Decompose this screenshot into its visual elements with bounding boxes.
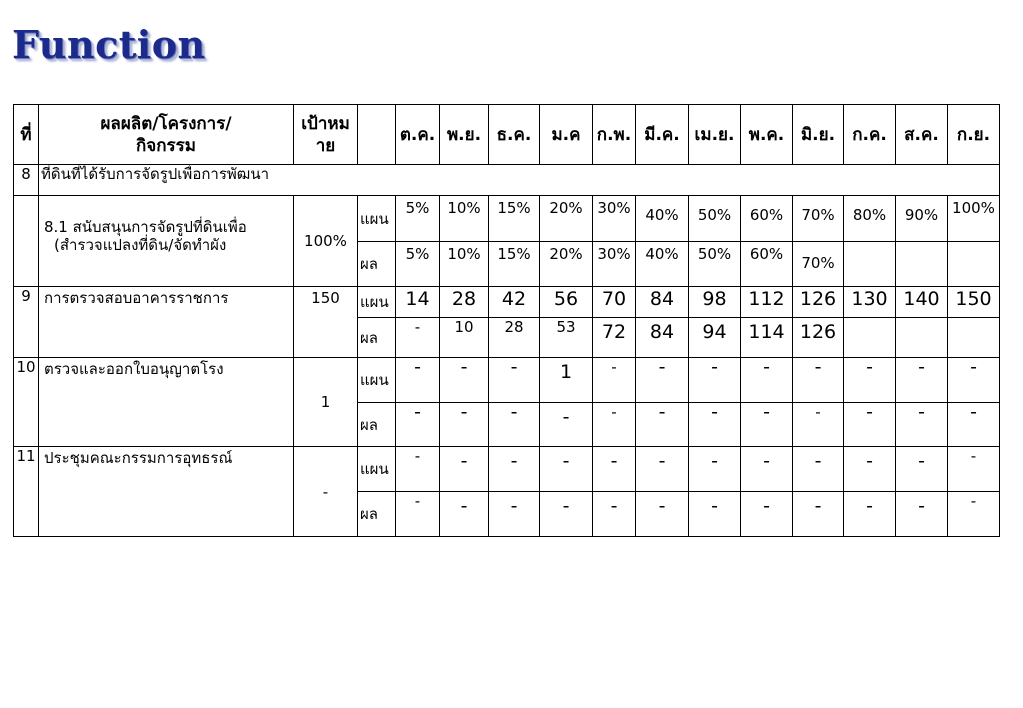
- result-cell: [896, 318, 948, 358]
- plan-label: แผน: [358, 447, 396, 492]
- row-target: -: [294, 447, 358, 537]
- result-cell: -: [636, 492, 689, 537]
- row-name: [39, 196, 294, 287]
- result-cell: -: [636, 403, 689, 447]
- plan-cell: -: [896, 447, 948, 492]
- result-cell: 10%: [440, 242, 489, 287]
- section-title: ที่ดินที่ได้รับการจัดรูปเพื่อการพัฒนา: [39, 165, 1000, 196]
- result-cell: -: [396, 492, 440, 537]
- header-month: ต.ค.: [396, 105, 440, 165]
- plan-cell: -: [396, 447, 440, 492]
- result-cell: -: [844, 492, 896, 537]
- header-item-line1: ผลผลิต/โครงการ/: [100, 113, 232, 134]
- result-cell: -: [896, 403, 948, 447]
- plan-cell: -: [948, 358, 1000, 403]
- plan-cell: -: [948, 447, 1000, 492]
- result-cell: 84: [636, 318, 689, 358]
- plan-cell: -: [844, 358, 896, 403]
- plan-label: แผน: [358, 287, 396, 318]
- plan-cell: 40%: [636, 196, 689, 242]
- row-name: การตรวจสอบอาคารราชการ: [39, 287, 294, 358]
- result-cell: -: [489, 403, 540, 447]
- plan-cell: -: [593, 358, 636, 403]
- plan-cell: 90%: [896, 196, 948, 242]
- plan-cell: 60%: [741, 196, 793, 242]
- row-name: ประชุมคณะกรรมการอุทธรณ์: [39, 447, 294, 537]
- result-cell: -: [540, 492, 593, 537]
- result-cell: 114: [741, 318, 793, 358]
- plan-cell: 98: [689, 287, 741, 318]
- plan-cell: 1: [540, 358, 593, 403]
- result-label: ผล: [358, 242, 396, 287]
- section-row: [14, 165, 1000, 196]
- result-label: ผล: [358, 403, 396, 447]
- result-cell: 5%: [396, 242, 440, 287]
- result-cell: -: [844, 403, 896, 447]
- row-no: 11: [14, 447, 39, 537]
- result-cell: 40%: [636, 242, 689, 287]
- plan-cell: -: [636, 447, 689, 492]
- plan-cell: 28: [440, 287, 489, 318]
- result-cell: -: [689, 403, 741, 447]
- header-month: ธ.ค.: [489, 105, 540, 165]
- header-target: [294, 105, 358, 165]
- table-row: [14, 358, 1000, 403]
- plan-cell: 42: [489, 287, 540, 318]
- result-cell: [948, 242, 1000, 287]
- header-item: [39, 105, 294, 165]
- plan-label: แผน: [358, 358, 396, 403]
- header-month: เม.ย.: [689, 105, 741, 165]
- result-cell: -: [948, 492, 1000, 537]
- plan-cell: 140: [896, 287, 948, 318]
- page-title: Function: [12, 22, 206, 67]
- plan-cell: -: [440, 358, 489, 403]
- plan-cell: -: [396, 358, 440, 403]
- result-cell: 30%: [593, 242, 636, 287]
- plan-result-table: [13, 104, 1000, 537]
- result-cell: -: [793, 492, 844, 537]
- plan-cell: -: [540, 447, 593, 492]
- header-item-line2: กิจกรรม: [135, 135, 196, 156]
- result-cell: -: [440, 492, 489, 537]
- plan-cell: 130: [844, 287, 896, 318]
- plan-cell: -: [793, 447, 844, 492]
- plan-cell: -: [636, 358, 689, 403]
- result-cell: -: [896, 492, 948, 537]
- result-cell: -: [593, 492, 636, 537]
- header-month: ก.ย.: [948, 105, 1000, 165]
- plan-cell: -: [593, 447, 636, 492]
- plan-cell: 84: [636, 287, 689, 318]
- result-cell: 70%: [793, 242, 844, 287]
- result-cell: [844, 318, 896, 358]
- plan-cell: 30%: [593, 196, 636, 242]
- row-target: 1: [294, 358, 358, 447]
- header-target-line2: าย: [315, 135, 336, 156]
- result-cell: 50%: [689, 242, 741, 287]
- header-month: มี.ค.: [636, 105, 689, 165]
- result-cell: -: [540, 403, 593, 447]
- section-no: 8: [14, 165, 39, 196]
- result-cell: 53: [540, 318, 593, 358]
- result-cell: 28: [489, 318, 540, 358]
- result-label: ผล: [358, 492, 396, 537]
- header-month: ส.ค.: [896, 105, 948, 165]
- plan-label: แผน: [358, 196, 396, 242]
- table-row: [14, 287, 1000, 318]
- plan-cell: 112: [741, 287, 793, 318]
- header-no: ที่: [14, 105, 39, 165]
- result-cell: 60%: [741, 242, 793, 287]
- plan-cell: 15%: [489, 196, 540, 242]
- result-cell: [896, 242, 948, 287]
- result-cell: 126: [793, 318, 844, 358]
- plan-cell: 150: [948, 287, 1000, 318]
- result-cell: -: [440, 403, 489, 447]
- result-cell: 72: [593, 318, 636, 358]
- header-month: พ.ค.: [741, 105, 793, 165]
- plan-cell: 56: [540, 287, 593, 318]
- plan-cell: 10%: [440, 196, 489, 242]
- plan-cell: -: [440, 447, 489, 492]
- plan-cell: -: [741, 447, 793, 492]
- plan-cell: 20%: [540, 196, 593, 242]
- result-cell: 15%: [489, 242, 540, 287]
- row-no: 10: [14, 358, 39, 447]
- plan-cell: -: [689, 358, 741, 403]
- result-cell: -: [741, 492, 793, 537]
- row-name-line1: 8.1 สนับสนุนการจัดรูปที่ดินเพื่อ: [44, 218, 247, 236]
- plan-cell: 50%: [689, 196, 741, 242]
- plan-cell: -: [896, 358, 948, 403]
- plan-cell: 5%: [396, 196, 440, 242]
- header-month: พ.ย.: [440, 105, 489, 165]
- plan-cell: 70: [593, 287, 636, 318]
- result-cell: -: [793, 403, 844, 447]
- header-kind: [358, 105, 396, 165]
- result-cell: [844, 242, 896, 287]
- header-row: [14, 105, 1000, 165]
- row-target: 150: [294, 287, 358, 358]
- table-row: [14, 196, 1000, 242]
- result-cell: -: [593, 403, 636, 447]
- header-month: ก.ค.: [844, 105, 896, 165]
- plan-cell: -: [741, 358, 793, 403]
- plan-cell: 14: [396, 287, 440, 318]
- plan-cell: 126: [793, 287, 844, 318]
- plan-cell: -: [689, 447, 741, 492]
- result-cell: -: [948, 403, 1000, 447]
- row-target: 100%: [294, 196, 358, 287]
- plan-cell: -: [489, 358, 540, 403]
- row-no: [14, 196, 39, 287]
- row-no: 9: [14, 287, 39, 358]
- header-month: ก.พ.: [593, 105, 636, 165]
- result-cell: 20%: [540, 242, 593, 287]
- plan-cell: -: [489, 447, 540, 492]
- table-row: [14, 447, 1000, 492]
- result-cell: 94: [689, 318, 741, 358]
- result-cell: -: [489, 492, 540, 537]
- result-cell: -: [396, 403, 440, 447]
- plan-cell: -: [844, 447, 896, 492]
- result-label: ผล: [358, 318, 396, 358]
- plan-cell: -: [793, 358, 844, 403]
- result-cell: [948, 318, 1000, 358]
- header-month: ม.ค: [540, 105, 593, 165]
- result-cell: -: [689, 492, 741, 537]
- result-cell: -: [396, 318, 440, 358]
- row-name-line2: (สำรวจแปลงที่ดิน/จัดทำผัง: [54, 236, 227, 254]
- header-target-line1: เป้าหม: [301, 113, 350, 134]
- row-name: ตรวจและออกใบอนุญาตโรง: [39, 358, 294, 447]
- plan-cell: 70%: [793, 196, 844, 242]
- result-cell: 10: [440, 318, 489, 358]
- plan-cell: 100%: [948, 196, 1000, 242]
- result-cell: -: [741, 403, 793, 447]
- header-month: มิ.ย.: [793, 105, 844, 165]
- plan-cell: 80%: [844, 196, 896, 242]
